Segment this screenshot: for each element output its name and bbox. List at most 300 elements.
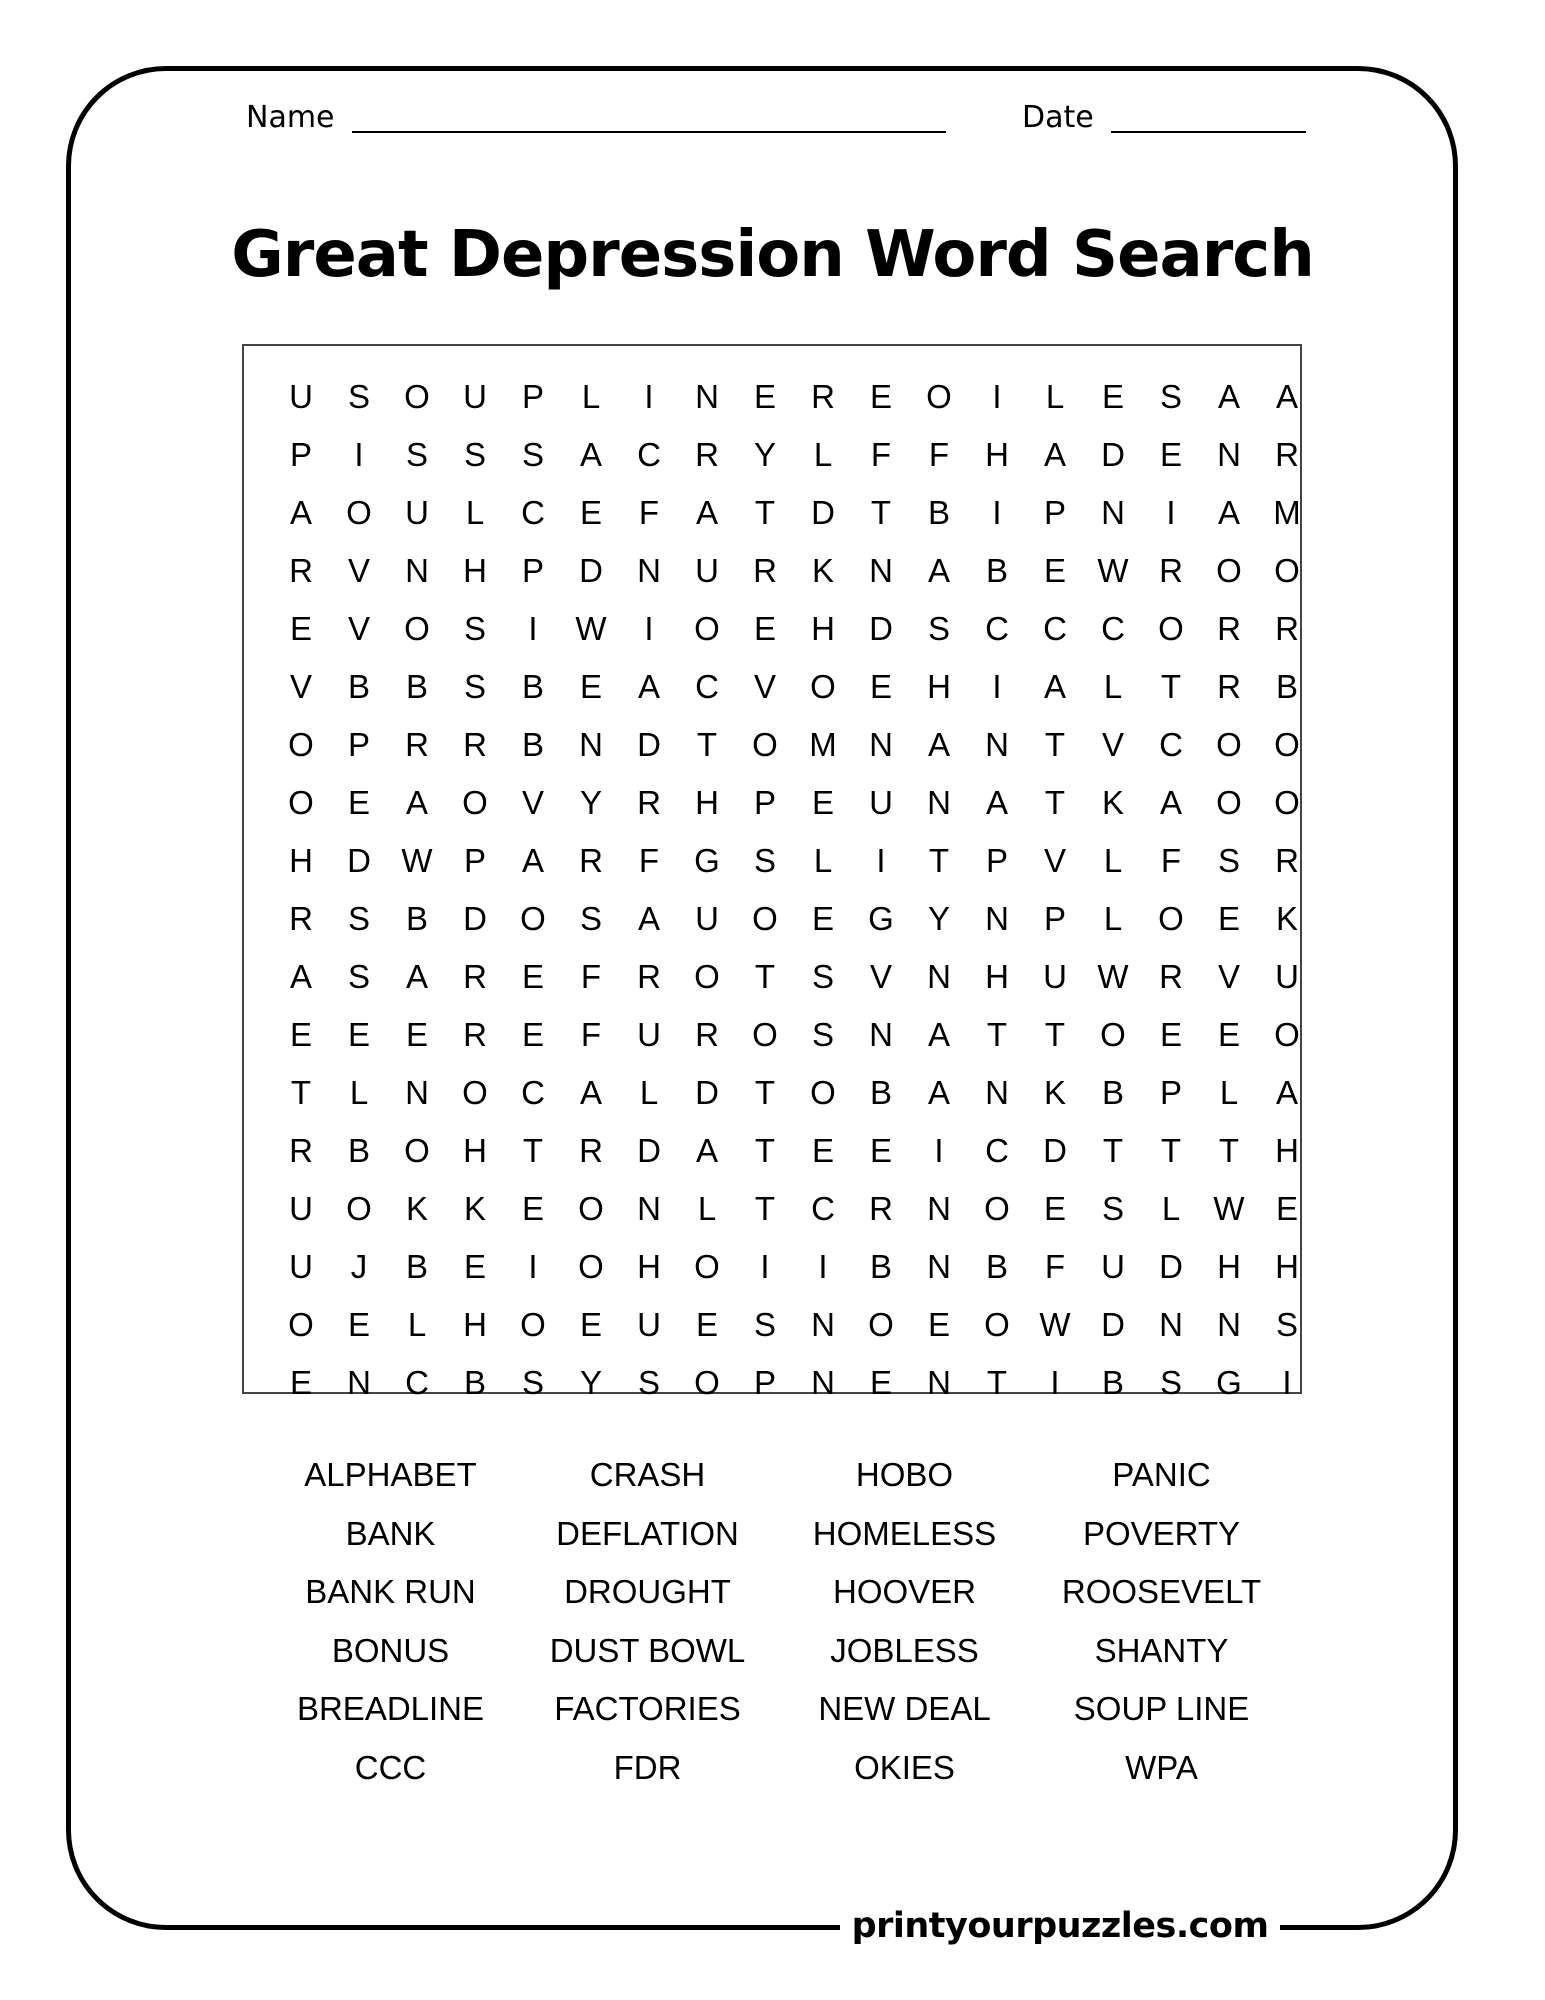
grid-letter[interactable]: H [1275,1132,1299,1169]
grid-letter[interactable]: S [347,900,370,937]
grid-letter[interactable]: A [637,668,660,705]
grid-letter[interactable]: E [1159,436,1182,473]
grid-letter[interactable]: S [405,436,428,473]
grid-letter[interactable]: O [404,610,430,647]
grid-letter[interactable]: E [1217,1016,1240,1053]
grid-letter[interactable]: U [637,1306,661,1343]
grid-letter[interactable]: E [579,668,602,705]
grid-letter[interactable]: E [753,610,776,647]
grid-letter[interactable]: O [288,784,314,821]
grid-letter[interactable]: N [637,1190,661,1227]
grid-letter[interactable]: D [1101,436,1125,473]
grid-letter[interactable]: B [1275,668,1298,705]
grid-letter[interactable]: F [638,842,660,879]
grid-letter[interactable]: E [347,1306,370,1343]
grid-letter[interactable]: I [528,610,538,647]
grid-letter[interactable]: O [520,900,546,937]
grid-letter[interactable]: O [694,610,720,647]
grid-letter[interactable]: H [1217,1248,1241,1285]
grid-letter[interactable]: S [1275,1306,1298,1343]
grid-letter[interactable]: Y [753,436,776,473]
grid-letter[interactable]: E [869,378,892,415]
grid-letter[interactable]: R [1275,436,1299,473]
grid-letter[interactable]: Y [579,1364,602,1401]
grid-letter[interactable]: O [1100,1016,1126,1053]
grid-letter[interactable]: L [1161,1190,1181,1227]
grid-letter[interactable]: N [405,1074,429,1111]
grid-letter[interactable]: E [927,1306,950,1343]
grid-letter[interactable]: F [1044,1248,1066,1285]
grid-letter[interactable]: O [752,726,778,763]
grid-letter[interactable]: T [754,958,776,995]
grid-letter[interactable]: O [752,900,778,937]
grid-letter[interactable]: V [347,552,370,589]
grid-letter[interactable]: C [521,494,545,531]
grid-letter[interactable]: D [869,610,893,647]
grid-letter[interactable]: L [1045,378,1065,415]
grid-letter[interactable]: W [401,842,433,879]
grid-letter[interactable]: A [405,958,428,995]
grid-letter[interactable]: E [811,1132,834,1169]
grid-letter[interactable]: D [347,842,371,879]
grid-letter[interactable]: A [927,1074,950,1111]
grid-letter[interactable]: C [521,1074,545,1111]
grid-letter[interactable]: C [985,1132,1009,1169]
grid-letter[interactable]: R [463,726,487,763]
grid-letter[interactable]: S [811,958,834,995]
grid-letter[interactable]: R [1159,958,1183,995]
grid-letter[interactable]: U [869,784,893,821]
grid-letter[interactable]: T [522,1132,544,1169]
grid-letter[interactable]: E [869,1364,892,1401]
grid-letter[interactable]: O [752,1016,778,1053]
grid-letter[interactable]: K [1275,900,1298,937]
grid-letter[interactable]: B [347,668,370,705]
grid-letter[interactable]: R [1159,552,1183,589]
grid-letter[interactable]: O [578,1248,604,1285]
grid-letter[interactable]: I [1050,1364,1060,1401]
grid-letter[interactable]: T [928,842,950,879]
grid-letter[interactable]: S [753,1306,776,1343]
grid-letter[interactable]: A [927,726,950,763]
grid-letter[interactable]: T [870,494,892,531]
grid-letter[interactable]: I [818,1248,828,1285]
grid-letter[interactable]: H [463,1132,487,1169]
grid-letter[interactable]: D [695,1074,719,1111]
grid-letter[interactable]: W [1039,1306,1071,1343]
grid-letter[interactable]: L [581,378,601,415]
grid-letter[interactable]: A [695,494,718,531]
grid-letter[interactable]: A [927,1016,950,1053]
grid-letter[interactable]: A [579,436,602,473]
grid-letter[interactable]: L [1103,668,1123,705]
grid-letter[interactable]: R [405,726,429,763]
grid-letter[interactable]: T [1160,1132,1182,1169]
grid-letter[interactable]: E [1217,900,1240,937]
grid-letter[interactable]: P [347,726,370,763]
grid-letter[interactable]: S [811,1016,834,1053]
grid-letter[interactable]: O [694,1248,720,1285]
grid-letter[interactable]: E [869,1132,892,1169]
grid-letter[interactable]: H [463,552,487,589]
grid-letter[interactable]: H [695,784,719,821]
grid-letter[interactable]: E [289,610,312,647]
grid-letter[interactable]: B [405,900,428,937]
grid-letter[interactable]: A [927,552,950,589]
grid-letter[interactable]: C [1101,610,1125,647]
grid-letter[interactable]: V [753,668,776,705]
grid-letter[interactable]: A [1275,378,1298,415]
grid-letter[interactable]: N [869,1016,893,1053]
grid-letter[interactable]: O [1274,784,1300,821]
grid-letter[interactable]: I [644,610,654,647]
grid-letter[interactable]: O [694,1364,720,1401]
grid-letter[interactable]: E [405,1016,428,1053]
grid-letter[interactable]: U [637,1016,661,1053]
grid-letter[interactable]: L [465,494,485,531]
grid-letter[interactable]: I [1166,494,1176,531]
grid-letter[interactable]: B [869,1248,892,1285]
grid-letter[interactable]: O [810,668,836,705]
grid-letter[interactable]: F [928,436,950,473]
grid-letter[interactable]: T [1218,1132,1240,1169]
grid-letter[interactable]: T [754,494,776,531]
grid-letter[interactable]: S [637,1364,660,1401]
grid-letter[interactable]: N [1217,1306,1241,1343]
grid-letter[interactable]: C [405,1364,429,1401]
grid-letter[interactable]: T [290,1074,312,1111]
grid-letter[interactable]: M [1273,494,1301,531]
grid-letter[interactable]: G [868,900,894,937]
grid-letter[interactable]: R [1275,842,1299,879]
grid-letter[interactable]: V [347,610,370,647]
grid-letter[interactable]: B [927,494,950,531]
grid-letter[interactable]: P [985,842,1008,879]
grid-letter[interactable]: U [1101,1248,1125,1285]
grid-letter[interactable]: E [1275,1190,1298,1227]
grid-letter[interactable]: I [760,1248,770,1285]
grid-letter[interactable]: R [1217,610,1241,647]
grid-letter[interactable]: S [927,610,950,647]
grid-letter[interactable]: O [1274,1016,1300,1053]
grid-letter[interactable]: B [985,552,1008,589]
grid-letter[interactable]: P [753,784,776,821]
grid-letter[interactable]: A [985,784,1008,821]
grid-letter[interactable]: S [753,842,776,879]
grid-letter[interactable]: S [347,958,370,995]
grid-letter[interactable]: P [1043,900,1066,937]
grid-letter[interactable]: O [984,1190,1010,1227]
grid-letter[interactable]: S [579,900,602,937]
grid-letter[interactable]: N [405,552,429,589]
grid-letter[interactable]: F [870,436,892,473]
grid-letter[interactable]: E [1159,1016,1182,1053]
grid-letter[interactable]: N [695,378,719,415]
grid-letter[interactable]: E [811,784,834,821]
grid-letter[interactable]: F [580,958,602,995]
grid-letter[interactable]: U [695,900,719,937]
grid-letter[interactable]: A [1043,436,1066,473]
grid-letter[interactable]: A [1217,378,1240,415]
grid-letter[interactable]: A [1159,784,1182,821]
grid-letter[interactable]: K [1101,784,1124,821]
grid-letter[interactable]: N [927,1190,951,1227]
grid-letter[interactable]: L [813,842,833,879]
grid-letter[interactable]: E [347,1016,370,1053]
grid-letter[interactable]: S [521,1364,544,1401]
grid-letter[interactable]: C [811,1190,835,1227]
grid-letter[interactable]: E [347,784,370,821]
grid-letter[interactable]: R [811,378,835,415]
grid-letter[interactable]: D [463,900,487,937]
grid-letter[interactable]: O [462,1074,488,1111]
grid-letter[interactable]: T [1044,784,1066,821]
grid-letter[interactable]: R [1275,610,1299,647]
grid-letter[interactable]: O [404,1132,430,1169]
grid-letter[interactable]: L [697,1190,717,1227]
grid-letter[interactable]: O [346,1190,372,1227]
grid-letter[interactable]: O [1216,552,1242,589]
grid-letter[interactable]: T [986,1364,1008,1401]
grid-letter[interactable]: E [289,1016,312,1053]
grid-letter[interactable]: R [289,900,313,937]
grid-letter[interactable]: N [985,1074,1009,1111]
grid-letter[interactable]: N [927,1364,951,1401]
grid-letter[interactable]: E [521,1190,544,1227]
grid-letter[interactable]: L [1219,1074,1239,1111]
grid-letter[interactable]: E [289,1364,312,1401]
grid-letter[interactable]: O [1216,784,1242,821]
grid-letter[interactable]: K [1043,1074,1066,1111]
grid-letter[interactable]: A [405,784,428,821]
grid-letter[interactable]: O [1274,726,1300,763]
grid-letter[interactable]: N [927,958,951,995]
grid-letter[interactable]: U [463,378,487,415]
grid-letter[interactable]: N [869,552,893,589]
grid-letter[interactable]: I [1282,1364,1292,1401]
grid-letter[interactable]: A [1043,668,1066,705]
grid-letter[interactable]: D [579,552,603,589]
grid-letter[interactable]: D [1043,1132,1067,1169]
grid-letter[interactable]: U [695,552,719,589]
grid-letter[interactable]: G [1216,1364,1242,1401]
grid-letter[interactable]: B [869,1074,892,1111]
grid-letter[interactable]: T [1160,668,1182,705]
grid-letter[interactable]: V [1101,726,1124,763]
grid-letter[interactable]: R [289,1132,313,1169]
grid-letter[interactable]: B [347,1132,370,1169]
grid-letter[interactable]: D [811,494,835,531]
grid-letter[interactable]: I [876,842,886,879]
grid-letter[interactable]: N [811,1306,835,1343]
grid-letter[interactable]: W [1097,552,1129,589]
grid-letter[interactable]: T [754,1190,776,1227]
grid-letter[interactable]: H [289,842,313,879]
grid-letter[interactable]: P [521,378,544,415]
grid-letter[interactable]: E [1101,378,1124,415]
grid-letter[interactable]: N [985,726,1009,763]
grid-letter[interactable]: R [463,1016,487,1053]
grid-letter[interactable]: R [869,1190,893,1227]
grid-letter[interactable]: I [992,378,1002,415]
grid-letter[interactable]: H [637,1248,661,1285]
grid-letter[interactable]: H [1275,1248,1299,1285]
grid-letter[interactable]: E [579,1306,602,1343]
grid-letter[interactable]: V [1217,958,1240,995]
grid-letter[interactable]: N [637,552,661,589]
grid-letter[interactable]: R [637,958,661,995]
grid-letter[interactable]: C [695,668,719,705]
grid-letter[interactable]: I [644,378,654,415]
grid-letter[interactable]: H [985,958,1009,995]
grid-letter[interactable]: R [579,842,603,879]
grid-letter[interactable]: A [521,842,544,879]
grid-letter[interactable]: J [350,1248,368,1285]
grid-letter[interactable]: P [463,842,486,879]
grid-letter[interactable]: B [985,1248,1008,1285]
grid-letter[interactable]: R [289,552,313,589]
grid-letter[interactable]: D [637,726,661,763]
grid-letter[interactable]: A [1275,1074,1298,1111]
grid-letter[interactable]: P [521,552,544,589]
grid-letter[interactable]: N [1217,436,1241,473]
grid-letter[interactable]: S [463,668,486,705]
grid-letter[interactable]: V [869,958,892,995]
grid-letter[interactable]: H [811,610,835,647]
grid-letter[interactable]: G [694,842,720,879]
grid-letter[interactable]: W [575,610,607,647]
grid-letter[interactable]: R [695,436,719,473]
grid-letter[interactable]: H [927,668,951,705]
grid-letter[interactable]: L [407,1306,427,1343]
grid-letter[interactable]: A [695,1132,718,1169]
grid-letter[interactable]: P [1043,494,1066,531]
grid-letter[interactable]: E [463,1248,486,1285]
grid-letter[interactable]: A [1217,494,1240,531]
grid-letter[interactable]: V [1043,842,1066,879]
grid-letter[interactable]: K [811,552,834,589]
grid-letter[interactable]: O [1216,726,1242,763]
grid-letter[interactable]: S [463,436,486,473]
grid-letter[interactable]: I [528,1248,538,1285]
grid-letter[interactable]: A [579,1074,602,1111]
grid-letter[interactable]: R [579,1132,603,1169]
grid-letter[interactable]: O [288,1306,314,1343]
grid-letter[interactable]: R [695,1016,719,1053]
grid-letter[interactable]: E [1043,1190,1066,1227]
grid-letter[interactable]: O [694,958,720,995]
grid-letter[interactable]: L [639,1074,659,1111]
grid-letter[interactable]: P [289,436,312,473]
grid-letter[interactable]: N [1159,1306,1183,1343]
grid-letter[interactable]: E [811,900,834,937]
grid-letter[interactable]: L [1103,842,1123,879]
grid-letter[interactable]: O [984,1306,1010,1343]
grid-letter[interactable]: F [580,1016,602,1053]
grid-letter[interactable]: O [1158,610,1184,647]
grid-letter[interactable]: O [810,1074,836,1111]
grid-letter[interactable]: V [521,784,544,821]
grid-letter[interactable]: D [1101,1306,1125,1343]
grid-letter[interactable]: E [579,494,602,531]
grid-letter[interactable]: K [463,1190,486,1227]
grid-letter[interactable]: L [813,436,833,473]
grid-letter[interactable]: H [985,436,1009,473]
grid-letter[interactable]: E [869,668,892,705]
grid-letter[interactable]: D [1159,1248,1183,1285]
grid-letter[interactable]: R [637,784,661,821]
grid-letter[interactable]: R [463,958,487,995]
grid-letter[interactable]: N [1101,494,1125,531]
grid-letter[interactable]: U [289,1190,313,1227]
grid-letter[interactable]: E [521,1016,544,1053]
grid-letter[interactable]: T [1044,1016,1066,1053]
grid-letter[interactable]: E [753,378,776,415]
grid-letter[interactable]: N [869,726,893,763]
grid-letter[interactable]: B [405,1248,428,1285]
grid-letter[interactable]: B [521,726,544,763]
grid-letter[interactable]: Y [579,784,602,821]
grid-letter[interactable]: L [349,1074,369,1111]
grid-letter[interactable]: T [1102,1132,1124,1169]
grid-letter[interactable]: S [463,610,486,647]
grid-letter[interactable]: I [934,1132,944,1169]
grid-letter[interactable]: O [346,494,372,531]
grid-letter[interactable]: S [1159,378,1182,415]
grid-letter[interactable]: O [462,784,488,821]
grid-letter[interactable]: S [1101,1190,1124,1227]
grid-letter[interactable]: O [288,726,314,763]
grid-letter[interactable]: T [754,1132,776,1169]
grid-letter[interactable]: A [637,900,660,937]
grid-letter[interactable]: T [1044,726,1066,763]
grid-letter[interactable]: R [753,552,777,589]
grid-letter[interactable]: N [927,784,951,821]
grid-letter[interactable]: H [463,1306,487,1343]
grid-letter[interactable]: I [992,494,1002,531]
grid-letter[interactable]: O [1158,900,1184,937]
grid-letter[interactable]: E [695,1306,718,1343]
grid-letter[interactable]: P [753,1364,776,1401]
grid-letter[interactable]: U [1043,958,1067,995]
grid-letter[interactable]: T [696,726,718,763]
grid-letter[interactable]: U [405,494,429,531]
grid-letter[interactable]: U [289,378,313,415]
grid-letter[interactable]: I [992,668,1002,705]
grid-letter[interactable]: B [521,668,544,705]
grid-letter[interactable]: N [985,900,1009,937]
grid-letter[interactable]: M [809,726,837,763]
grid-letter[interactable]: O [868,1306,894,1343]
grid-letter[interactable]: K [405,1190,428,1227]
grid-letter[interactable]: N [347,1364,371,1401]
grid-letter[interactable]: B [405,668,428,705]
grid-letter[interactable]: C [1043,610,1067,647]
grid-letter[interactable]: B [1101,1364,1124,1401]
grid-letter[interactable]: Y [927,900,950,937]
name-input-line[interactable] [352,131,946,133]
grid-letter[interactable]: S [521,436,544,473]
grid-letter[interactable]: R [1217,668,1241,705]
grid-letter[interactable]: A [289,494,312,531]
grid-letter[interactable]: O [578,1190,604,1227]
grid-letter[interactable]: O [404,378,430,415]
grid-letter[interactable]: T [754,1074,776,1111]
grid-letter[interactable]: U [1275,958,1299,995]
grid-letter[interactable]: U [289,1248,313,1285]
grid-letter[interactable]: W [1097,958,1129,995]
grid-letter[interactable]: N [579,726,603,763]
